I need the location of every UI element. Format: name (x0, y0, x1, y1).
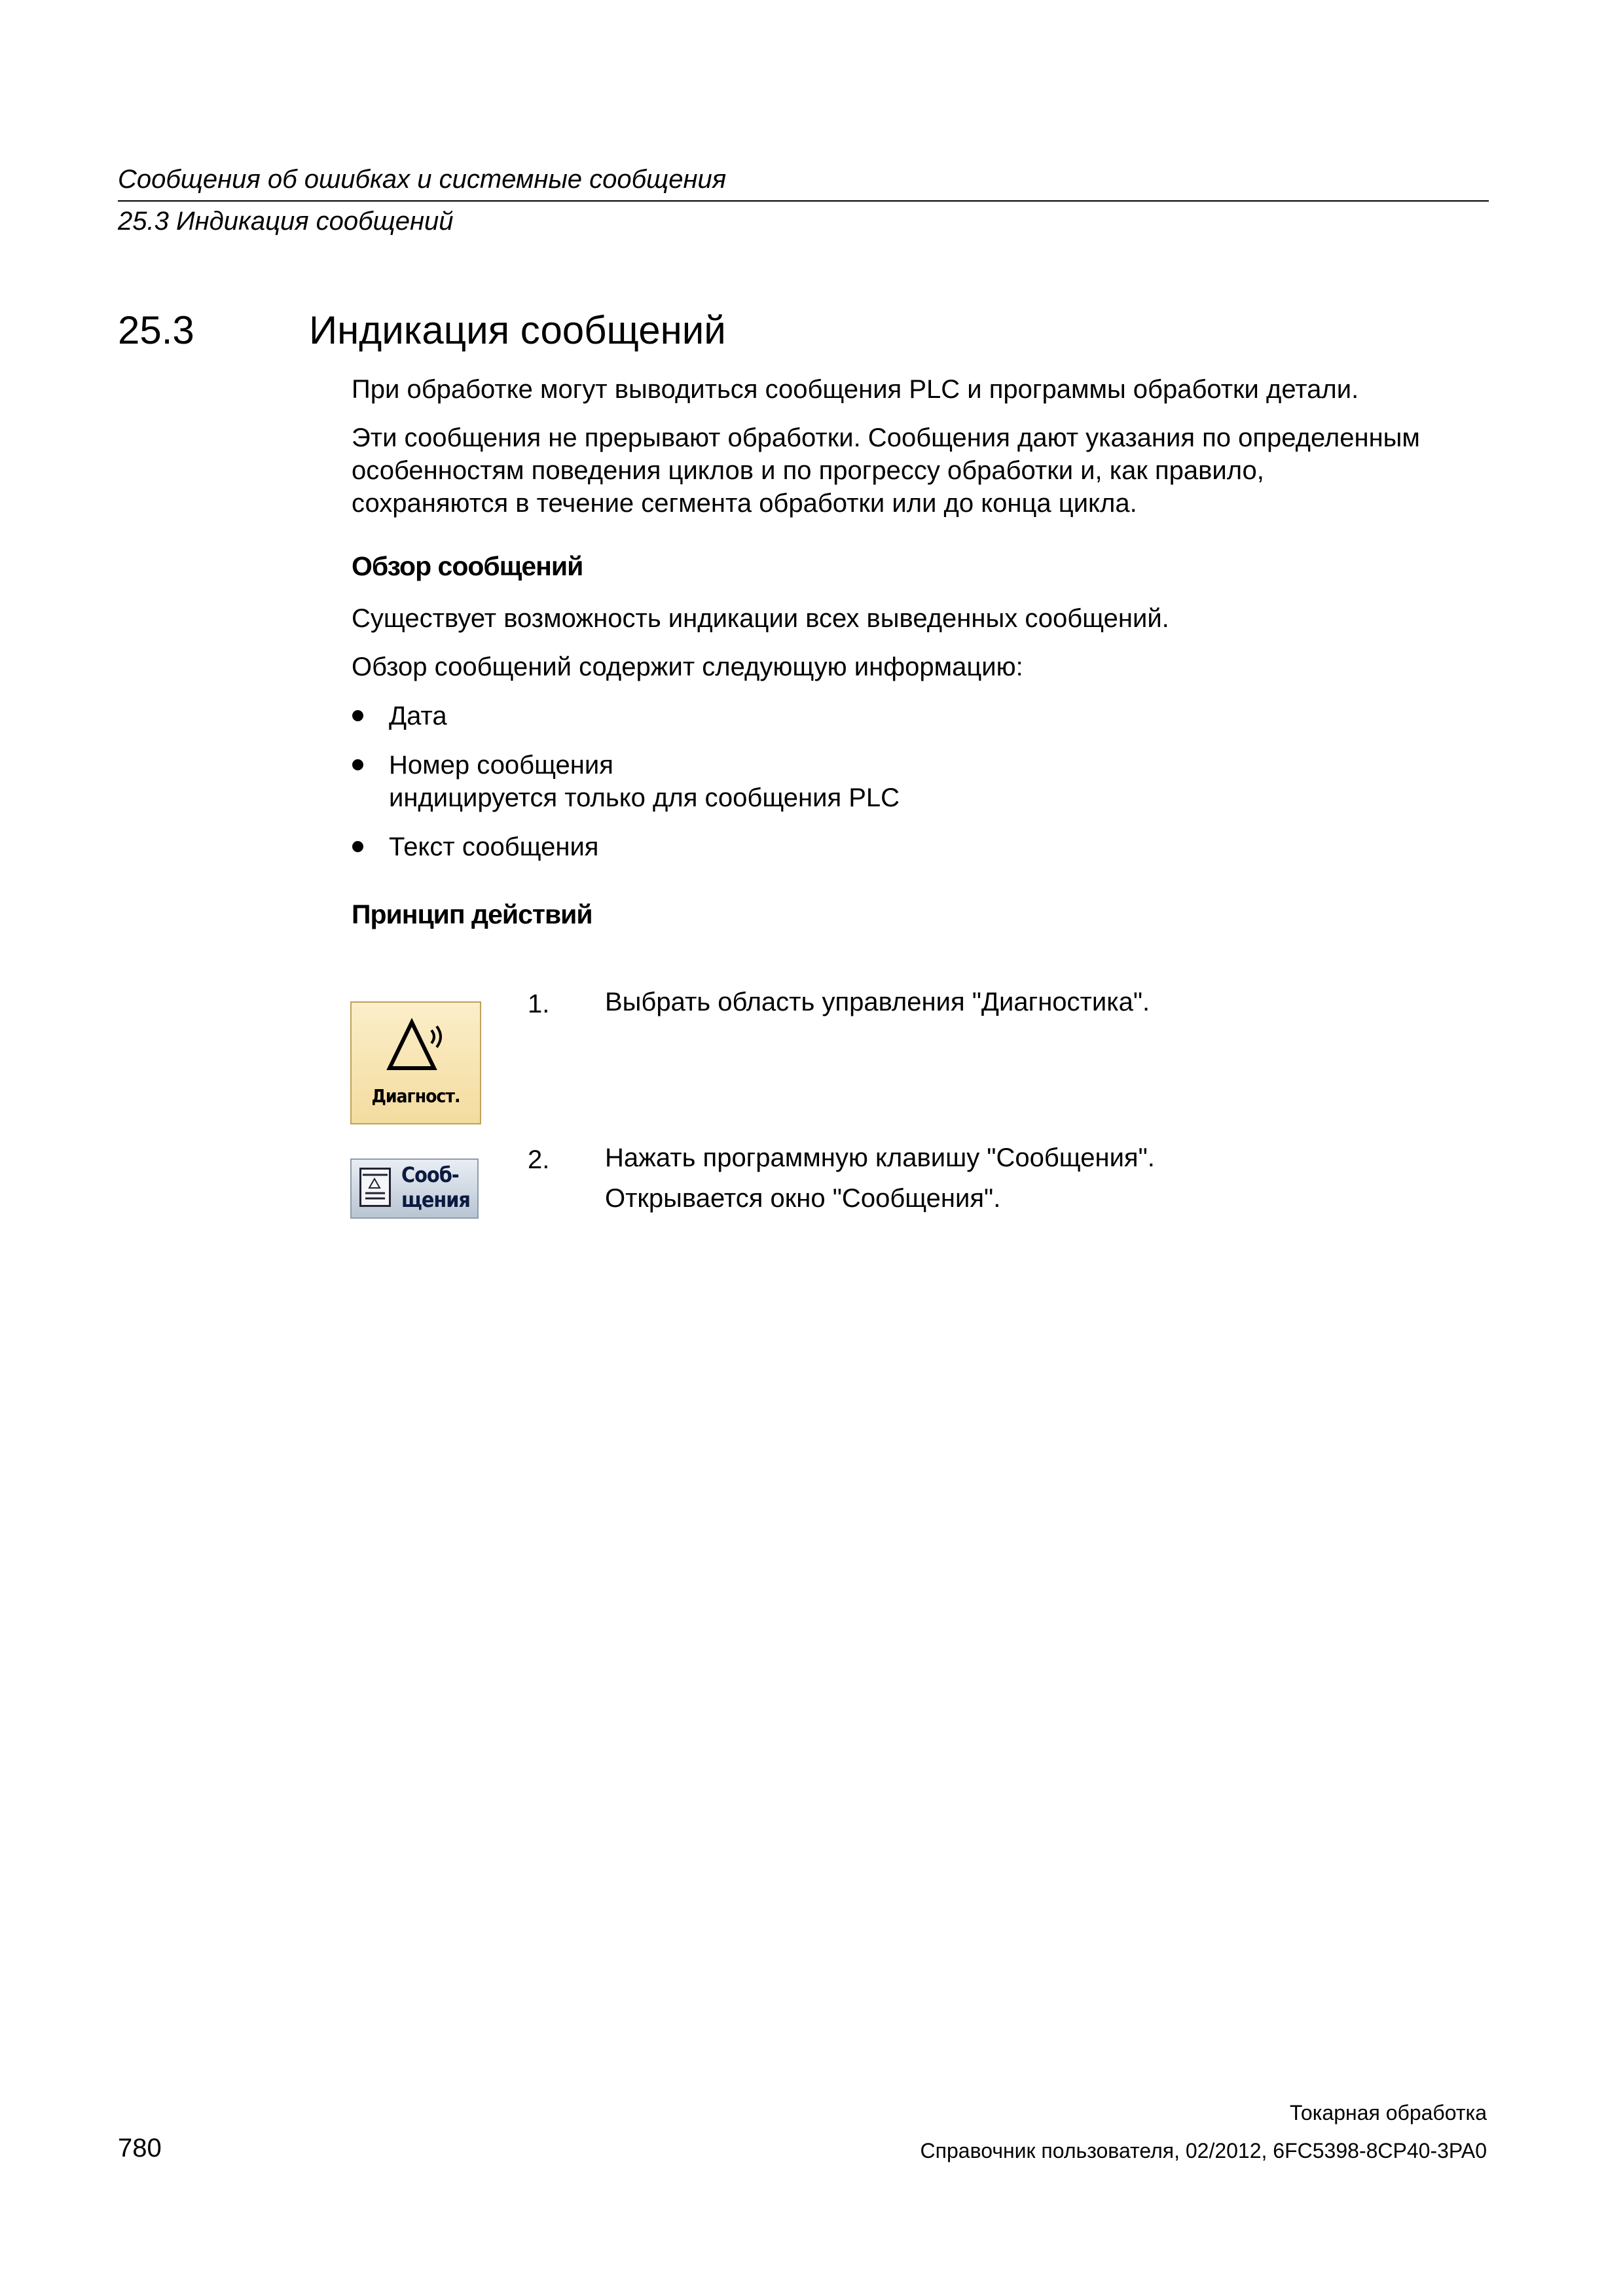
messages-softkey-label-line-1: Сооб- (401, 1162, 459, 1187)
bullet-item-message-text: Текст сообщения (389, 833, 599, 861)
bullet-item-message-number-note: индицируется только для сообщения PLC (389, 783, 900, 812)
intro-paragraph-2-line-1: Эти сообщения не прерывают обработки. Сообщения дают указания по определенным (352, 423, 1420, 452)
page-number: 780 (118, 2134, 162, 2162)
overview-paragraph-2: Обзор сообщений содержит следующую информацию: (352, 653, 1023, 681)
running-header-section: 25.3 Индикация сообщений (118, 207, 454, 236)
diagnostics-softkey[interactable] (350, 1001, 481, 1124)
section-title: Индикация сообщений (309, 308, 726, 352)
intro-paragraph-2-line-2: особенностям поведения циклов и по прогрессу обработки и, как правило, (352, 456, 1264, 485)
overview-heading: Обзор сообщений (352, 551, 583, 581)
messages-softkey[interactable] (350, 1158, 479, 1219)
header-divider (118, 200, 1489, 202)
step-1-number: 1. (528, 990, 550, 1018)
intro-paragraph-1: При обработке могут выводиться сообщения PLC и программы обработки детали. (352, 375, 1359, 404)
bullet-dot (352, 710, 363, 721)
messages-softkey-label-line-2: щения (401, 1187, 470, 1212)
step-2-text-line-1: Нажать программную клавишу "Сообщения". (605, 1143, 1155, 1172)
procedure-heading: Принцип действий (352, 899, 593, 929)
messages-window-icon (359, 1168, 391, 1207)
bullet-item-date: Дата (389, 702, 447, 730)
bullet-dot (352, 759, 363, 770)
footer-manual: Справочник пользователя, 02/2012, 6FC5398-8CP40-3PA0 (920, 2139, 1487, 2162)
step-1-text: Выбрать область управления "Диагностика". (605, 988, 1150, 1016)
bullet-dot (352, 841, 363, 852)
overview-paragraph-1: Существует возможность индикации всех выведенных сообщений. (352, 604, 1169, 633)
running-header-chapter: Сообщения об ошибках и системные сообщения (118, 165, 727, 194)
step-2-number: 2. (528, 1145, 550, 1174)
diagnostics-softkey-label: Диагност. (371, 1085, 460, 1107)
step-2-text-line-2: Открывается окно "Сообщения". (605, 1184, 1001, 1213)
footer-product: Токарная обработка (1289, 2101, 1487, 2125)
intro-paragraph-2-line-3: сохраняются в течение сегмента обработки или до конца цикла. (352, 489, 1137, 518)
messages-softkey-label (401, 1162, 470, 1212)
diagnostics-warning-icon (384, 1016, 450, 1081)
bullet-item-message-number: Номер сообщения (389, 751, 613, 780)
section-number: 25.3 (118, 308, 194, 352)
